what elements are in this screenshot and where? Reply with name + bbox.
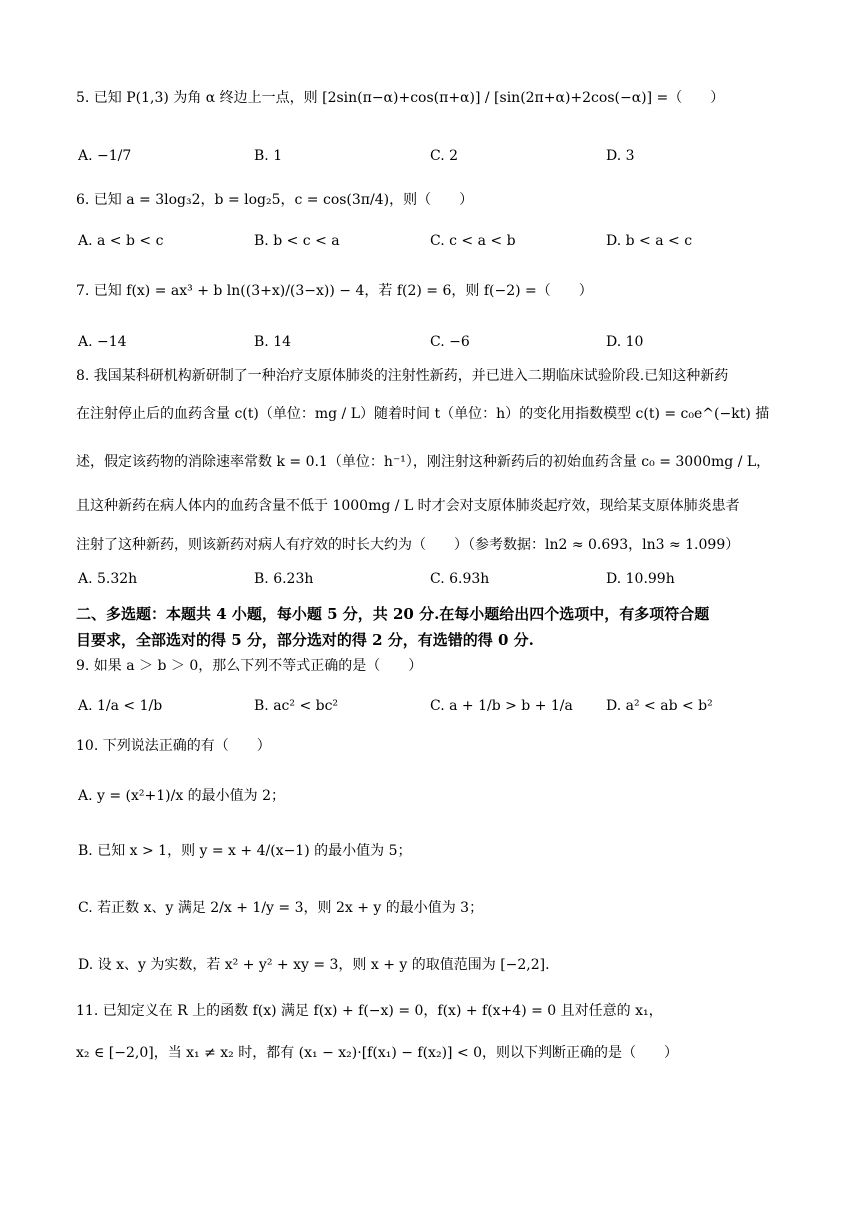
q6-option-d: D. b < a < c <box>606 233 693 249</box>
q10-option-d: D. 设 x、y 为实数，若 x² + y² + xy = 3，则 x + y 的取值范围为 [−2,2]. <box>78 957 550 973</box>
q5-option-d: D. 3 <box>606 148 635 164</box>
q10-option-a: A. y = (x²+1)/x 的最小值为 2； <box>78 788 286 804</box>
q10-option-b: B. 已知 x > 1，则 y = x + 4/(x−1) 的最小值为 5； <box>78 843 412 859</box>
q7-option-a: A. −14 <box>78 334 127 350</box>
q9-option-d: D. a² < ab < b² <box>606 698 713 714</box>
q8-option-d: D. 10.99h <box>606 571 675 587</box>
q8-option-c: C. 6.93h <box>430 571 490 587</box>
q6-stem: 6. 已知 a = 3log₃2，b = log₂5，c = cos(3π/4)，则（ ） <box>76 192 474 208</box>
q5-option-a: A. −1/7 <box>78 148 132 164</box>
q9-option-b: B. ac² < bc² <box>254 698 339 714</box>
q10-option-c: C. 若正数 x、y 满足 2/x + 1/y = 3，则 2x + y 的最小值为 3； <box>78 900 484 916</box>
section2-heading-line-2: 目要求，全部选对的得 5 分，部分选对的得 2 分，有选错的得 0 分. <box>76 631 534 649</box>
q11-line-2: x₂ ∈ [−2,0]，当 x₁ ≠ x₂ 时，都有 (x₁ − x₂)·[f(x₁) − f(x₂)] < 0，则以下判断正确的是（ ） <box>76 1045 679 1061</box>
q5-option-c: C. 2 <box>430 148 459 164</box>
q5-stem: 5. 已知 P(1,3) 为角 α 终边上一点，则 [2sin(π−α)+cos(π+α)] / [sin(2π+α)+2cos(−α)] =（ ） <box>76 90 725 106</box>
q8-line-4: 且这种新药在病人体内的血药含量不低于 1000mg / L 时才会对支原体肺炎起疗效，现给某支原体肺炎患者 <box>76 498 740 514</box>
q5-option-b: B. 1 <box>254 148 283 164</box>
q7-stem: 7. 已知 f(x) = ax³ + b ln((3+x)/(3−x)) − 4，若 f(2) = 6，则 f(−2) =（ ） <box>76 283 593 299</box>
q9-option-c: C. a + 1/b > b + 1/a <box>430 698 573 714</box>
q6-option-b: B. b < c < a <box>254 233 340 249</box>
q11-line-1: 11. 已知定义在 R 上的函数 f(x) 满足 f(x) + f(−x) = 0，f(x) + f(x+4) = 0 且对任意的 x₁， <box>76 1003 663 1019</box>
q9-stem: 9. 如果 a ＞ b ＞ 0，那么下列不等式正确的是（ ） <box>76 658 423 674</box>
q6-option-a: A. a < b < c <box>78 233 164 249</box>
q7-option-d: D. 10 <box>606 334 644 350</box>
q7-option-b: B. 14 <box>254 334 292 350</box>
section2-heading-line-1: 二、多选题：本题共 4 小题，每小题 5 分，共 20 分.在每小题给出四个选项中，有多项符合题 <box>76 605 710 623</box>
q9-option-a: A. 1/a < 1/b <box>78 698 163 714</box>
q8-line-1: 8. 我国某科研机构新研制了一种治疗支原体肺炎的注射性新药，并已进入二期临床试验阶段.已知这种新药 <box>76 368 729 384</box>
q8-line-5: 注射了这种新药，则该新药对病人有疗效的时长大约为（ ）（参考数据：ln2 ≈ 0.693，ln3 ≈ 1.099） <box>76 537 740 553</box>
q10-stem: 10. 下列说法正确的有（ ） <box>76 738 271 754</box>
q8-line-2: 在注射停止后的血药含量 c(t)（单位：mg / L）随着时间 t（单位：h）的变化用指数模型 c(t) = c₀e^(−kt) 描 <box>76 406 770 422</box>
q6-option-c: C. c < a < b <box>430 233 516 249</box>
q7-option-c: C. −6 <box>430 334 470 350</box>
q8-line-3: 述，假定该药物的消除速率常数 k = 0.1（单位：h⁻¹），刚注射这种新药后的初始血药含量 c₀ = 3000mg / L， <box>76 454 771 470</box>
q8-option-a: A. 5.32h <box>78 571 138 587</box>
q8-option-b: B. 6.23h <box>254 571 314 587</box>
